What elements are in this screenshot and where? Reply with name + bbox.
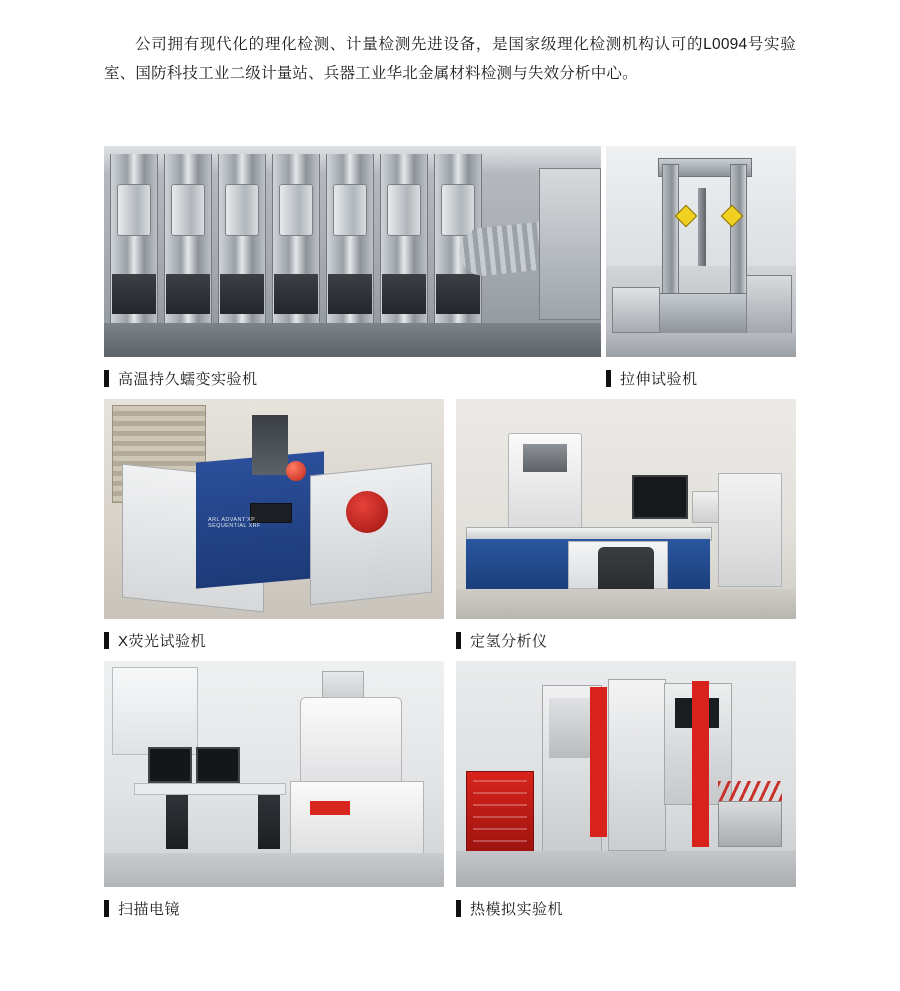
gallery-item-creep-machine[interactable]	[104, 146, 601, 399]
gallery-item-tensile-machine[interactable]	[606, 146, 796, 399]
caption-text: X荧光试验机	[118, 632, 207, 650]
photo-hydrogen-determination-analyzer	[456, 399, 796, 619]
caption-text: 拉伸试验机	[620, 370, 698, 388]
gallery-item-hydrogen-analyzer[interactable]	[456, 399, 796, 661]
caption-tensile-machine	[606, 357, 796, 399]
xrf-brand-text: ARL ADVANT'XP	[208, 517, 256, 523]
sem-red-tag	[310, 801, 350, 815]
photo-scanning-electron-microscope	[104, 661, 444, 887]
intro-paragraph: 公司拥有现代化的理化检测、计量检测先进设备，是国家级理化检测机构认可的L0094号实验室、国防科技工业二级计量站、兵器工业华北金属材料检测与失效分析中心。	[104, 36, 796, 82]
caption-marker-icon	[104, 370, 109, 387]
gallery-item-sem[interactable]	[104, 661, 444, 929]
caption-marker-icon	[104, 900, 109, 917]
caption-marker-icon	[456, 900, 461, 917]
caption-marker-icon	[606, 370, 611, 387]
caption-sem	[104, 887, 444, 929]
xrf-brand-label	[208, 517, 261, 529]
caption-text: 热模拟实验机	[470, 900, 564, 918]
caption-text: 扫描电镜	[118, 900, 181, 918]
photo-high-temperature-creep-machines	[104, 146, 601, 357]
caption-thermal-simulator	[456, 887, 796, 929]
gallery-row-2	[104, 399, 796, 661]
gallery-item-xrf-machine[interactable]	[104, 399, 444, 661]
photo-tensile-testing-machine	[606, 146, 796, 357]
gallery-item-thermal-simulator[interactable]	[456, 661, 796, 929]
caption-xrf-machine	[104, 619, 444, 661]
gallery-row-1	[104, 146, 796, 399]
xrf-sub-text: SEQUENTIAL XRF	[208, 523, 261, 529]
caption-text: 高温持久蠕变实验机	[118, 370, 258, 388]
caption-creep-machine	[104, 357, 601, 399]
photo-x-ray-fluorescence-spectrometer	[104, 399, 444, 619]
equipment-gallery	[104, 146, 796, 929]
gallery-row-3	[104, 661, 796, 929]
photo-thermal-simulation-testing-machine	[456, 661, 796, 887]
caption-marker-icon	[104, 632, 109, 649]
caption-hydrogen-analyzer	[456, 619, 796, 661]
caption-marker-icon	[456, 632, 461, 649]
caption-text: 定氢分析仪	[470, 632, 548, 650]
